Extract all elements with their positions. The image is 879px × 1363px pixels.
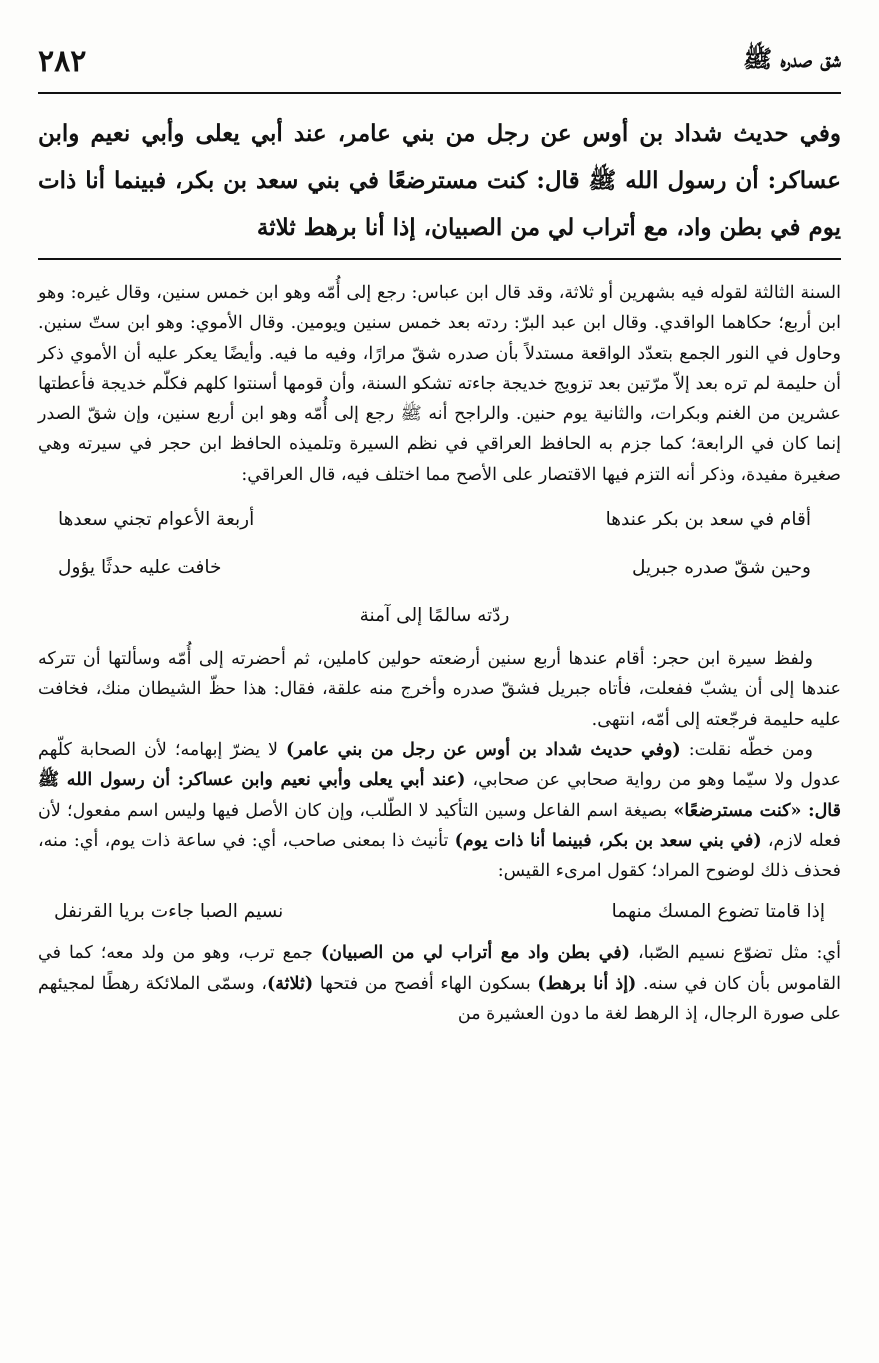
text-run: لا يضرّ إبهامه؛ لأن الصحابة كلّهم عدول ولا سيّما وهو من رواية صحابي عن صحابي، bbox=[38, 739, 841, 791]
commentary bbox=[38, 278, 841, 1029]
poem-iraqi bbox=[38, 496, 841, 640]
text-run: بسكون الهاء أفصح من فتحها bbox=[313, 973, 538, 994]
commentary-divider bbox=[38, 258, 841, 260]
header-rule bbox=[38, 92, 841, 94]
text-run: بصيغة اسم الفاعل وسين التأكيد لا الطّلب، وإن كان الأصل فيها وليس اسم مفعول؛ لأن فعله لازم، bbox=[38, 800, 841, 851]
main-text bbox=[38, 110, 841, 251]
quoted-matn: (إذ أنا برهط) bbox=[537, 973, 637, 994]
text-run: تأنيث ذا بمعنى صاحب، أي: في ساعة ذات يوم، أي: منه، فحذف ذلك لوضوح المراد؛ كقول امرىء القيس: bbox=[38, 830, 841, 882]
page-number: ٢٨٢ bbox=[38, 43, 87, 79]
quoted-matn: (عند أبي يعلى وأبي نعيم وابن عساكر: أن رسول الله ﷺ قال: «كنت مسترضعًا» bbox=[38, 770, 841, 821]
quoted-matn: (ثلاثة) bbox=[266, 973, 314, 994]
text-run: جمع ترب، وهو من ولد معه؛ كما في القاموس بأن كان في سنه. bbox=[38, 943, 841, 994]
poem-verse bbox=[58, 496, 811, 544]
verse-second-hemistich: نسيم الصبا جاءت بريا القرنفل bbox=[54, 901, 284, 923]
commentary-paragraph-2: ولفظ سيرة ابن حجر: أقام عندها أربع سنين أرضعته حولين كاملين، ثم أحضرته إلى أُمّه وسألتها أن تتركه عندها إلى أن يشبّ ففعلت، فأتاه جبريل فشقّ صدره وأخرج منه علقة، فقال: هذا حظّ الشيطان منك، فخافت عليه حليمة فرجّعته إلى أمّه، انتهى. bbox=[38, 649, 841, 730]
poem-verse bbox=[54, 888, 825, 936]
text-run: ، وسمّى الملائكة رهطًا لمجيئهم على صورة الرجال، إذ الرهط لغة ما دون العشيرة من bbox=[38, 973, 841, 1025]
running-head bbox=[38, 30, 841, 92]
verse-first-hemistich: وحين شقّ صدره جبريل bbox=[631, 557, 811, 579]
poem-imru-alqays bbox=[38, 888, 841, 936]
quoted-matn: (وفي حديث شداد بن أوس عن رجل من بني عامر) bbox=[286, 739, 681, 760]
poem-verse bbox=[58, 544, 811, 592]
commentary-paragraph-3 bbox=[38, 735, 841, 886]
verse-first-hemistich: إذا قامتا تضوع المسك منهما bbox=[611, 901, 825, 923]
verse-first-hemistich: أقام في سعد بن بكر عندها bbox=[605, 509, 811, 531]
quoted-matn: (في بني سعد بن بكر، فبينما أنا ذات يوم) bbox=[454, 830, 762, 851]
verse-second-hemistich: أربعة الأعوام تجني سعدها bbox=[58, 509, 255, 531]
poem-verse bbox=[58, 592, 811, 640]
verse-single-hemistich: ردّته سالمًا إلى آمنة bbox=[359, 605, 510, 627]
commentary-paragraph-1: السنة الثالثة لقوله فيه بشهرين أو ثلاثة، وقد قال ابن عباس: رجع إلى أُمّه وهو ابن خمس سنين، وقال غيره: وهو ابن أربع؛ حكاهما الواقدي. وقال ابن عبد البرّ: ردته بعد خمس سنين ويومين. وقال الأموي: وهو ابن ستّ سنين. وحاول في النور الجمع بتعدّد الواقعة مستدلاً بأن صدره شقّ مرارًا، وفيه ما فيه. وأيضًا يعكر عليه أن الأموي ذكر أن حليمة لم تره بعد إلاّ مرّتين بعد تزويج خديجة جاءته تشكو السنة، وأن قومها أسنتوا كلهم فكلّم خديجة فأعطتها عشرين من الغنم وبكرات، والثانية يوم حنين. والراجح أنه ﷺ رجع إلى أُمّه وهو ابن أربع سنين، وإن شقّ الصدر إنما كان في الرابعة؛ كما جزم به الحافظ العراقي في نظم السيرة وتلميذه الحافظ ابن حجر في سيرته وهي صغيرة مفيدة، وذكر أنه التزم فيها الاقتصار على الأصح مما اختلف فيه، قال العراقي: bbox=[38, 283, 841, 485]
text-run: أي: مثل تضوّع نسيم الصّبا، bbox=[630, 943, 841, 964]
main-text-paragraph: وفي حديث شداد بن أوس عن رجل من بني عامر، عند أبي يعلى وأبي نعيم وابن عساكر: أن رسول الله ﷺ قال: كنت مسترضعًا في بني سعد بن بكر، فبينما أنا ذات يوم في بطن واد، مع أتراب لي من الصبيان، إذا أنا برهط ثلاثة bbox=[38, 120, 841, 241]
text-run: ومن خطّه نقلت: bbox=[680, 739, 813, 760]
section-title: شق صدره ﷺ bbox=[743, 43, 841, 73]
verse-second-hemistich: خافت عليه حدثًا يؤول bbox=[58, 557, 222, 579]
commentary-paragraph-4 bbox=[38, 938, 841, 1029]
quoted-matn: (في بطن واد مع أتراب لي من الصبيان) bbox=[320, 943, 630, 964]
